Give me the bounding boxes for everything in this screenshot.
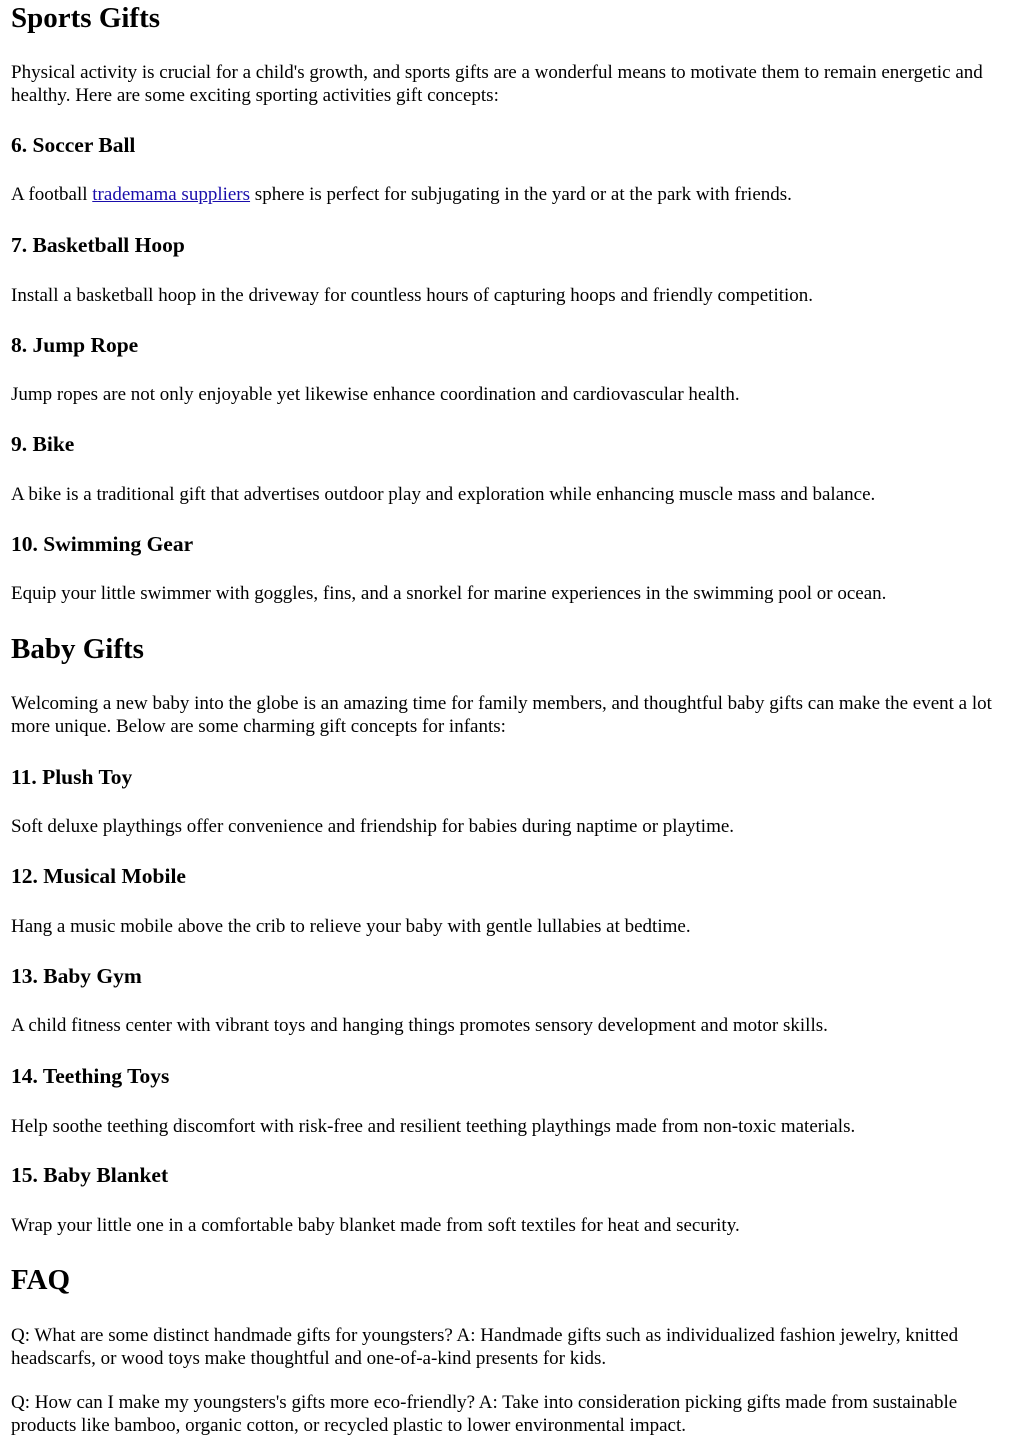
item-heading-musical-mobile: 12. Musical Mobile <box>11 864 186 888</box>
section-title-sports: Sports Gifts <box>11 2 161 34</box>
trademama-suppliers-link[interactable]: trademama suppliers <box>92 184 251 205</box>
item-text-teething-toys: Help soothe teething discomfort with risk-free and resilient teething playthings made from non-toxic materials. <box>11 1116 856 1137</box>
item-text-plush-toy: Soft deluxe playthings offer convenience and friendship for babies during naptime or playtime. <box>11 816 735 837</box>
item-heading-teething-toys: 14. Teething Toys <box>11 1064 170 1088</box>
item-text-part: A football <box>11 184 93 205</box>
section-title-baby: Baby Gifts <box>11 633 144 665</box>
section-title-faq: FAQ <box>11 1264 71 1296</box>
item-text-basketball-hoop: Install a basketball hoop in the driveway for countless hours of capturing hoops and friendly competition. <box>11 285 814 306</box>
item-text-bike: A bike is a traditional gift that advertises outdoor play and exploration while enhancing muscle mass and balance. <box>11 484 876 505</box>
faq-item: Q: How can I make my youngsters's gifts more eco-friendly? A: Take into consideration picking gifts made from sustainable products like bamboo, organic cotton, or recycled plastic to lower environmental impact. <box>11 1392 958 1436</box>
item-text-jump-rope: Jump ropes are not only enjoyable yet likewise enhance coordination and cardiovascular health. <box>11 384 740 405</box>
item-text-soccer-ball <box>11 183 996 206</box>
baby-intro: Welcoming a new baby into the globe is an amazing time for family members, and thoughtful baby gifts can make the event a lot more unique. Below are some charming gift concepts for infants: <box>11 693 992 737</box>
item-text-swimming-gear: Equip your little swimmer with goggles, fins, and a snorkel for marine experiences in the swimming pool or ocean. <box>11 583 887 604</box>
sports-intro: Physical activity is crucial for a child's growth, and sports gifts are a wonderful means to motivate them to remain energetic and healthy. Here are some exciting sporting activities gift concepts: <box>11 62 983 106</box>
faq-item: Q: What are some distinct handmade gifts for youngsters? A: Handmade gifts such as individualized fashion jewelry, knitted headscarfs, or wood toys make thoughtful and one-of-a-kind presents for kids. <box>11 1325 959 1369</box>
item-text-musical-mobile: Hang a music mobile above the crib to relieve your baby with gentle lullabies at bedtime. <box>11 916 691 937</box>
item-heading-basketball-hoop: 7. Basketball Hoop <box>11 233 185 257</box>
item-heading-swimming-gear: 10. Swimming Gear <box>11 532 194 556</box>
item-heading-baby-blanket: 15. Baby Blanket <box>11 1163 169 1187</box>
item-heading-baby-gym: 13. Baby Gym <box>11 964 142 988</box>
item-heading-jump-rope: 8. Jump Rope <box>11 333 139 357</box>
item-heading-plush-toy: 11. Plush Toy <box>11 765 133 789</box>
item-text-baby-gym: A child fitness center with vibrant toys and hanging things promotes sensory development and motor skills. <box>11 1015 828 1036</box>
item-text-part: sphere is perfect for subjugating in the yard or at the park with friends. <box>250 184 792 205</box>
item-heading-soccer-ball: 6. Soccer Ball <box>11 133 136 157</box>
item-heading-bike: 9. Bike <box>11 432 75 456</box>
item-text-baby-blanket: Wrap your little one in a comfortable baby blanket made from soft textiles for heat and security. <box>11 1215 740 1236</box>
